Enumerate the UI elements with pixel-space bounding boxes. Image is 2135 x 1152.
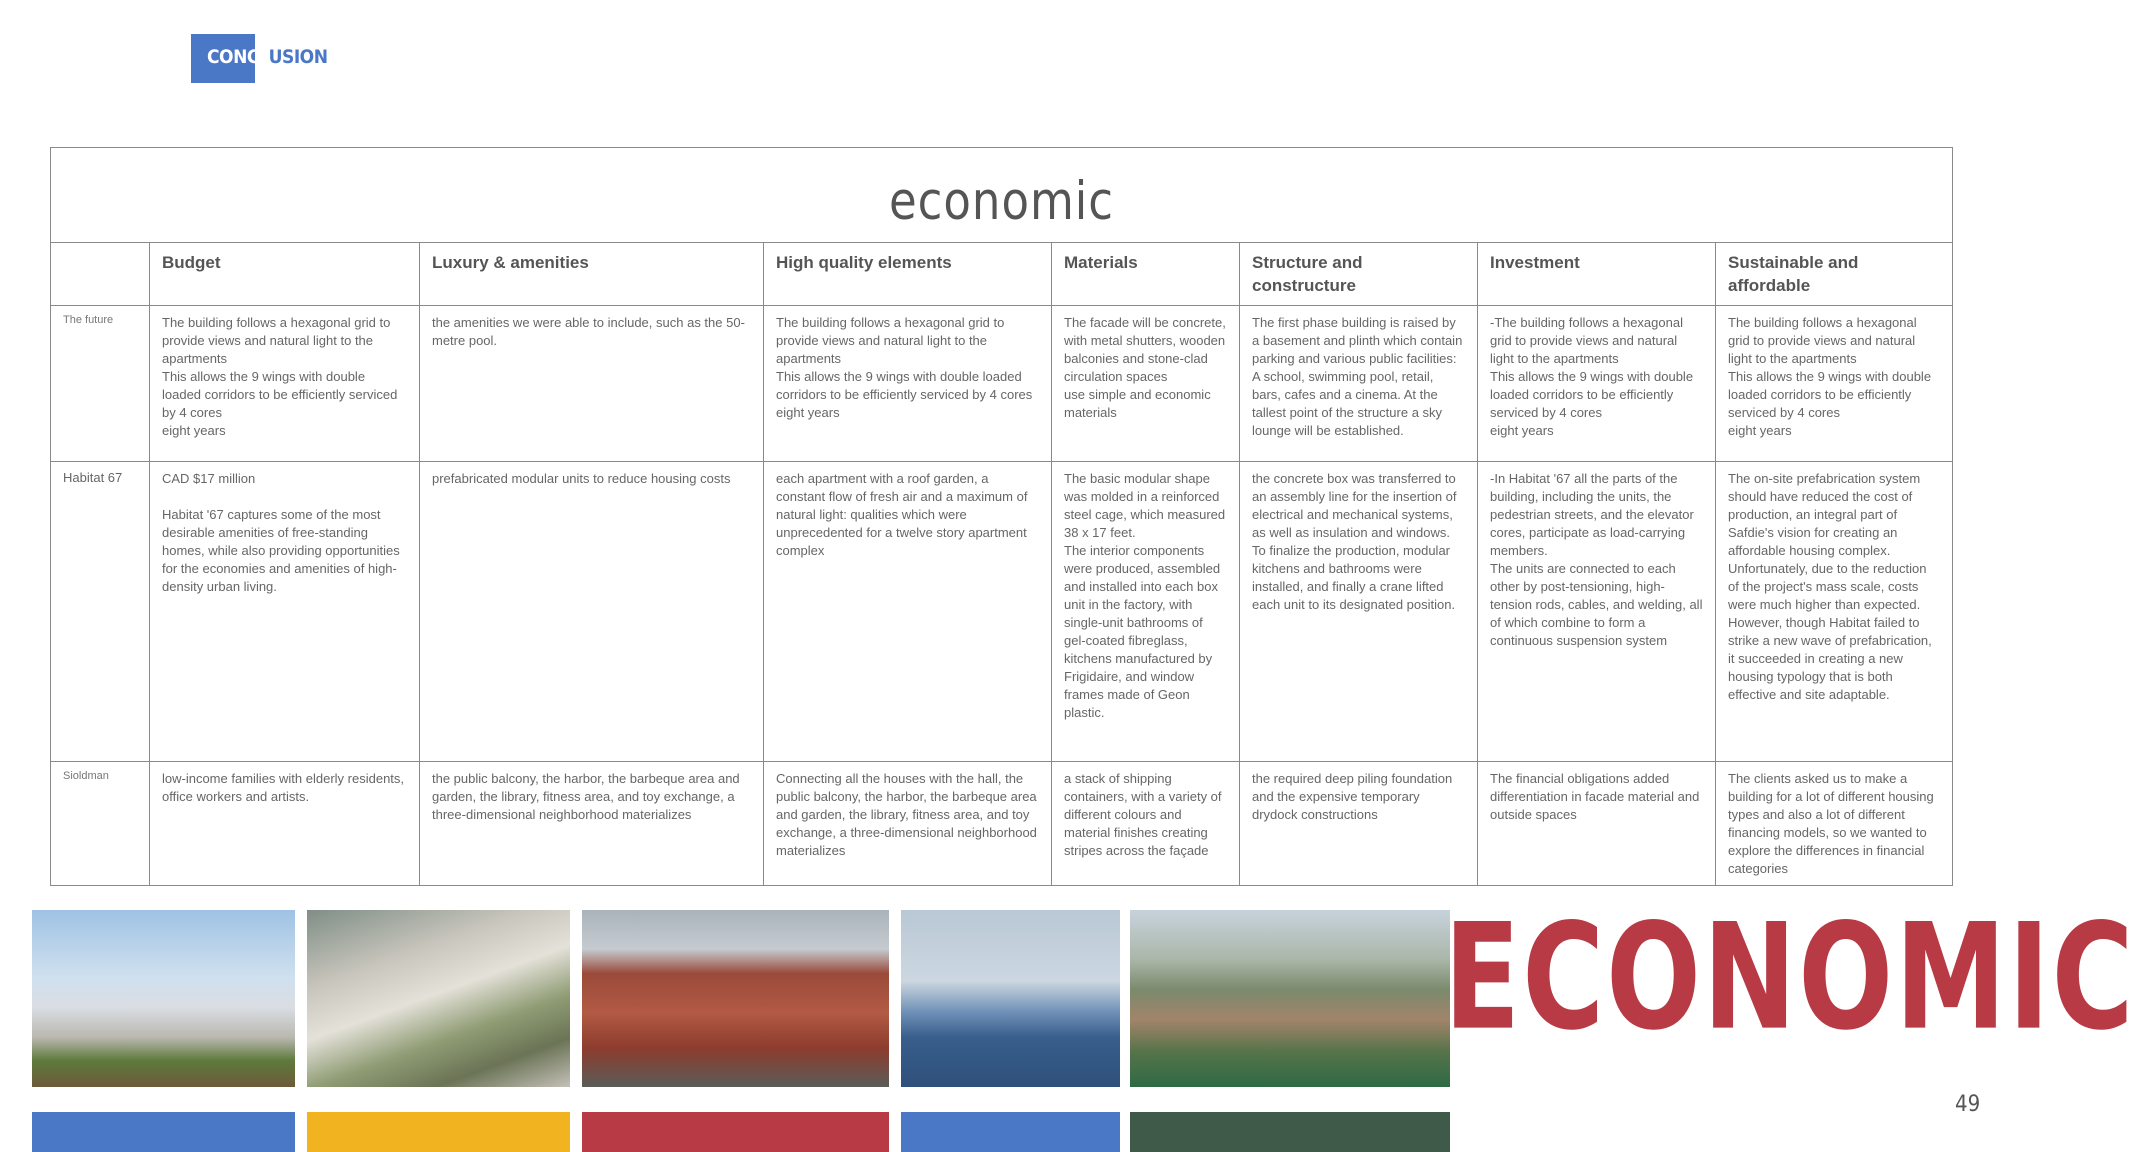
corner-cell	[51, 243, 150, 306]
table-title-cell	[51, 148, 1953, 243]
color-bar-yellow	[307, 1112, 570, 1152]
table-title: economic	[889, 170, 1115, 232]
column-header-budget: Budget	[150, 243, 420, 306]
row-label-sioldman: Sioldman	[51, 762, 150, 886]
photo-sioldman	[901, 910, 1120, 1087]
table-cell: The financial obligations added differentiation in facade material and outside spaces	[1478, 762, 1716, 886]
column-header-materials: Materials	[1052, 243, 1240, 306]
column-header-luxury: Luxury & amenities	[420, 243, 764, 306]
table-cell: a stack of shipping containers, with a variety of different colours and material finishes creating stripes across the façade	[1052, 762, 1240, 886]
photo-red-tower	[582, 910, 889, 1087]
photo-campus-aerial	[1130, 910, 1450, 1087]
table-row	[51, 462, 1953, 762]
table-cell: -The building follows a hexagonal grid to provide views and natural light to the apartments This allows the 9 wings with double loaded corridors to be efficiently serviced by 4 cores eight years	[1478, 306, 1716, 462]
column-header-structure: Structure and constructure	[1240, 243, 1478, 306]
table-cell: low-income families with elderly residents, office workers and artists.	[150, 762, 420, 886]
table-row	[51, 306, 1953, 462]
table-cell: the concrete box was transferred to an assembly line for the insertion of electrical and mechanical systems, as well as insulation and windows. To finalize the production, modular kitchens and bathrooms were installed, and finally a crane lifted each unit to its designated position.	[1240, 462, 1478, 762]
table-cell: The building follows a hexagonal grid to provide views and natural light to the apartments This allows the 9 wings with double loaded corridors to be efficiently serviced by 4 cores eight years	[150, 306, 420, 462]
table-cell: the required deep piling foundation and the expensive temporary drydock constructions	[1240, 762, 1478, 886]
table-cell: the amenities we were able to include, such as the 50-metre pool.	[420, 306, 764, 462]
table-cell: The building follows a hexagonal grid to provide views and natural light to the apartments This allows the 9 wings with double loaded corridors to be efficiently serviced by 4 cores eight years	[1716, 306, 1953, 462]
color-bar-blue	[32, 1112, 295, 1152]
column-header-high-quality: High quality elements	[764, 243, 1052, 306]
table-cell: Connecting all the houses with the hall, the public balcony, the harbor, the barbeque area and garden, the library, fitness area, and toy exchange, a three-dimensional neighborhood materializes	[764, 762, 1052, 886]
table-cell: prefabricated modular units to reduce housing costs	[420, 462, 764, 762]
table-cell: The basic modular shape was molded in a reinforced steel cage, which measured 38 x 17 feet. The interior components were produced, assembled and installed into each box unit in the factory, with single-unit bathrooms of gel-coated fibreglass, kitchens manufactured by Frigidaire, and window frames made of Geon plastic.	[1052, 462, 1240, 762]
color-bar-red	[582, 1112, 889, 1152]
table-cell: The first phase building is raised by a basement and plinth which contain parking and various public facilities: A school, swimming pool, retail, bars, cafes and a cinema. At the tallest point of the structure a sky lounge will be established.	[1240, 306, 1478, 462]
logo-suffix: USION	[268, 46, 328, 68]
color-bar-blue-2	[901, 1112, 1120, 1152]
economic-table	[50, 147, 1953, 886]
photo-the-future	[32, 910, 295, 1087]
table-cell: the public balcony, the harbor, the barbeque area and garden, the library, fitness area, and toy exchange, a three-dimensional neighborhood materializes	[420, 762, 764, 886]
table-cell: CAD $17 million Habitat '67 captures some of the most desirable amenities of free-standing homes, while also providing opportunities for the economies and amenities of high-density urban living.	[150, 462, 420, 762]
table-row	[51, 762, 1953, 886]
column-header-sustainable: Sustainable and affordable	[1716, 243, 1953, 306]
page-number: 49	[1955, 1092, 1981, 1117]
table-cell: each apartment with a roof garden, a constant flow of fresh air and a maximum of natural light: qualities which were unprecedented for a twelve story apartment complex	[764, 462, 1052, 762]
row-label-the-future: The future	[51, 306, 150, 462]
section-logo	[207, 46, 328, 68]
table-cell: -In Habitat '67 all the parts of the building, including the units, the pedestrian streets, and the elevator cores, participate as load-carrying members. The units are connected to each other by post-tensioning, high-tension rods, cables, and welding, all of which combine to form a continuous suspension system	[1478, 462, 1716, 762]
table-cell: The facade will be concrete, with metal shutters, wooden balconies and stone-clad circulation spaces use simple and economic materials	[1052, 306, 1240, 462]
economic-banner-text: ECONOMIC	[1444, 893, 2135, 1064]
column-header-investment: Investment	[1478, 243, 1716, 306]
photo-terraced-housing	[307, 910, 570, 1087]
row-label-habitat-67: Habitat 67	[51, 462, 150, 762]
table-cell: The clients asked us to make a building for a lot of different housing types and also a lot of different financing models, so we wanted to explore the differences in financial categories	[1716, 762, 1953, 886]
table-cell: The building follows a hexagonal grid to provide views and natural light to the apartments This allows the 9 wings with double loaded corridors to be efficiently serviced by 4 cores eight years	[764, 306, 1052, 462]
color-bar-green	[1130, 1112, 1450, 1152]
logo-prefix: CONCL	[207, 46, 269, 68]
economic-banner	[1444, 893, 2135, 1064]
table-cell: The on-site prefabrication system should have reduced the cost of production, an integral part of Safdie's vision for creating an affordable housing complex. Unfortunately, due to the reduction of the project's mass scale, costs were much higher than expected. However, though Habitat failed to strike a new wave of prefabrication, it succeeded in creating a new housing typology that is both effective and site adaptable.	[1716, 462, 1953, 762]
